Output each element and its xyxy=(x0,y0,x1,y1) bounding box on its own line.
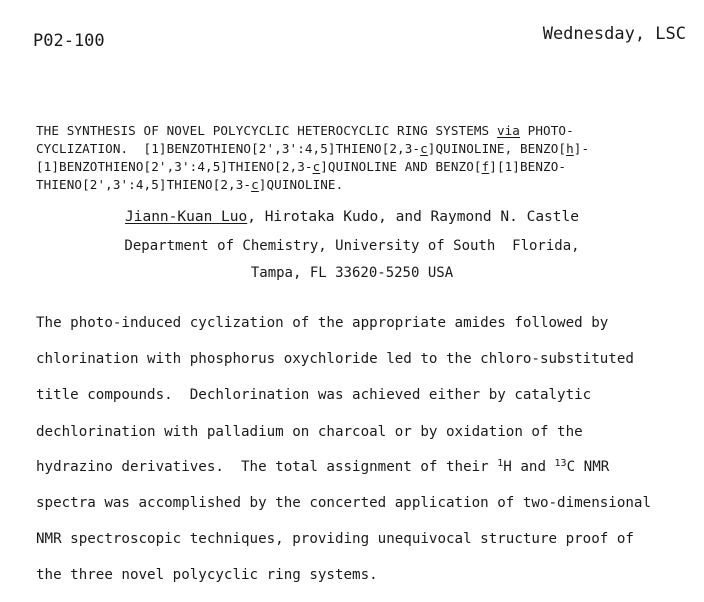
title-text: [1]BENZOTHIENO[2',3':4,5]THIENO[2,3- xyxy=(36,159,313,174)
title-italic-h: h xyxy=(566,141,574,156)
title-italic-via: via xyxy=(496,123,520,138)
abstract-line-3: title compounds. Dechlorination was achieved either by catalytic xyxy=(36,387,592,403)
abstract-line-4: dechlorination with palladium on charcoal or by oxidation of the xyxy=(36,424,583,440)
session-label: Wednesday, LSC xyxy=(542,24,686,44)
title-text: CYCLIZATION. [1]BENZOTHIENO[2',3':4,5]THIENO[2,3- xyxy=(36,141,421,156)
title-text: ][1]BENZO- xyxy=(489,159,567,174)
title-italic-c: c xyxy=(420,141,428,156)
title-text: ]QUINOLINE, BENZO[ xyxy=(427,141,567,156)
presenting-author: Jiann-Kuan Luo xyxy=(125,209,248,225)
abstract-line-7: NMR spectroscopic techniques, providing unequivocal structure proof of xyxy=(36,531,634,547)
title-text: ]QUINOLINE. xyxy=(258,177,344,192)
title-text: ]QUINOLINE AND BENZO[ xyxy=(320,159,482,174)
abstract-line-6: spectra was accomplished by the concerted application of two-dimensional xyxy=(36,495,651,511)
abstract-line-5 xyxy=(36,459,609,475)
title-text: PHOTO- xyxy=(519,123,574,138)
title-italic-f: f xyxy=(481,159,490,174)
title-text: THE SYNTHESIS OF NOVEL POLYCYCLIC HETEROCYCLIC RING SYSTEMS xyxy=(36,123,497,138)
title-text: ]- xyxy=(573,141,590,156)
title-line-2 xyxy=(36,141,589,156)
abstract-line-8: the three novel polycyclic ring systems. xyxy=(36,567,378,583)
affiliation-line-2: Tampa, FL 33620-5250 USA xyxy=(250,265,454,281)
abstract-code: P02-100 xyxy=(33,31,105,51)
title-line-1 xyxy=(36,123,574,138)
affiliation-line-1: Department of Chemistry, University of South Florida, xyxy=(124,238,580,254)
abstract-text: C NMR xyxy=(566,459,610,475)
co-authors: , Hirotaka Kudo, and Raymond N. Castle xyxy=(247,209,579,225)
title-line-4 xyxy=(36,177,343,192)
abstract-text: hydrazino derivatives. The total assignment of their xyxy=(36,459,498,475)
title-text: THIENO[2',3':4,5]THIENO[2,3- xyxy=(36,177,252,192)
superscript-13: 13 xyxy=(554,458,567,469)
title-line-3 xyxy=(36,159,566,174)
title-italic-c: c xyxy=(312,159,321,174)
authors-line xyxy=(0,209,704,225)
title-italic-c: c xyxy=(251,177,259,192)
abstract-line-2: chlorination with phosphorus oxychloride led to the chloro-substituted xyxy=(36,351,634,367)
abstract-text: H and xyxy=(503,459,555,475)
abstract-line-1: The photo-induced cyclization of the appropriate amides followed by xyxy=(36,315,609,331)
superscript-1: 1 xyxy=(497,458,504,469)
